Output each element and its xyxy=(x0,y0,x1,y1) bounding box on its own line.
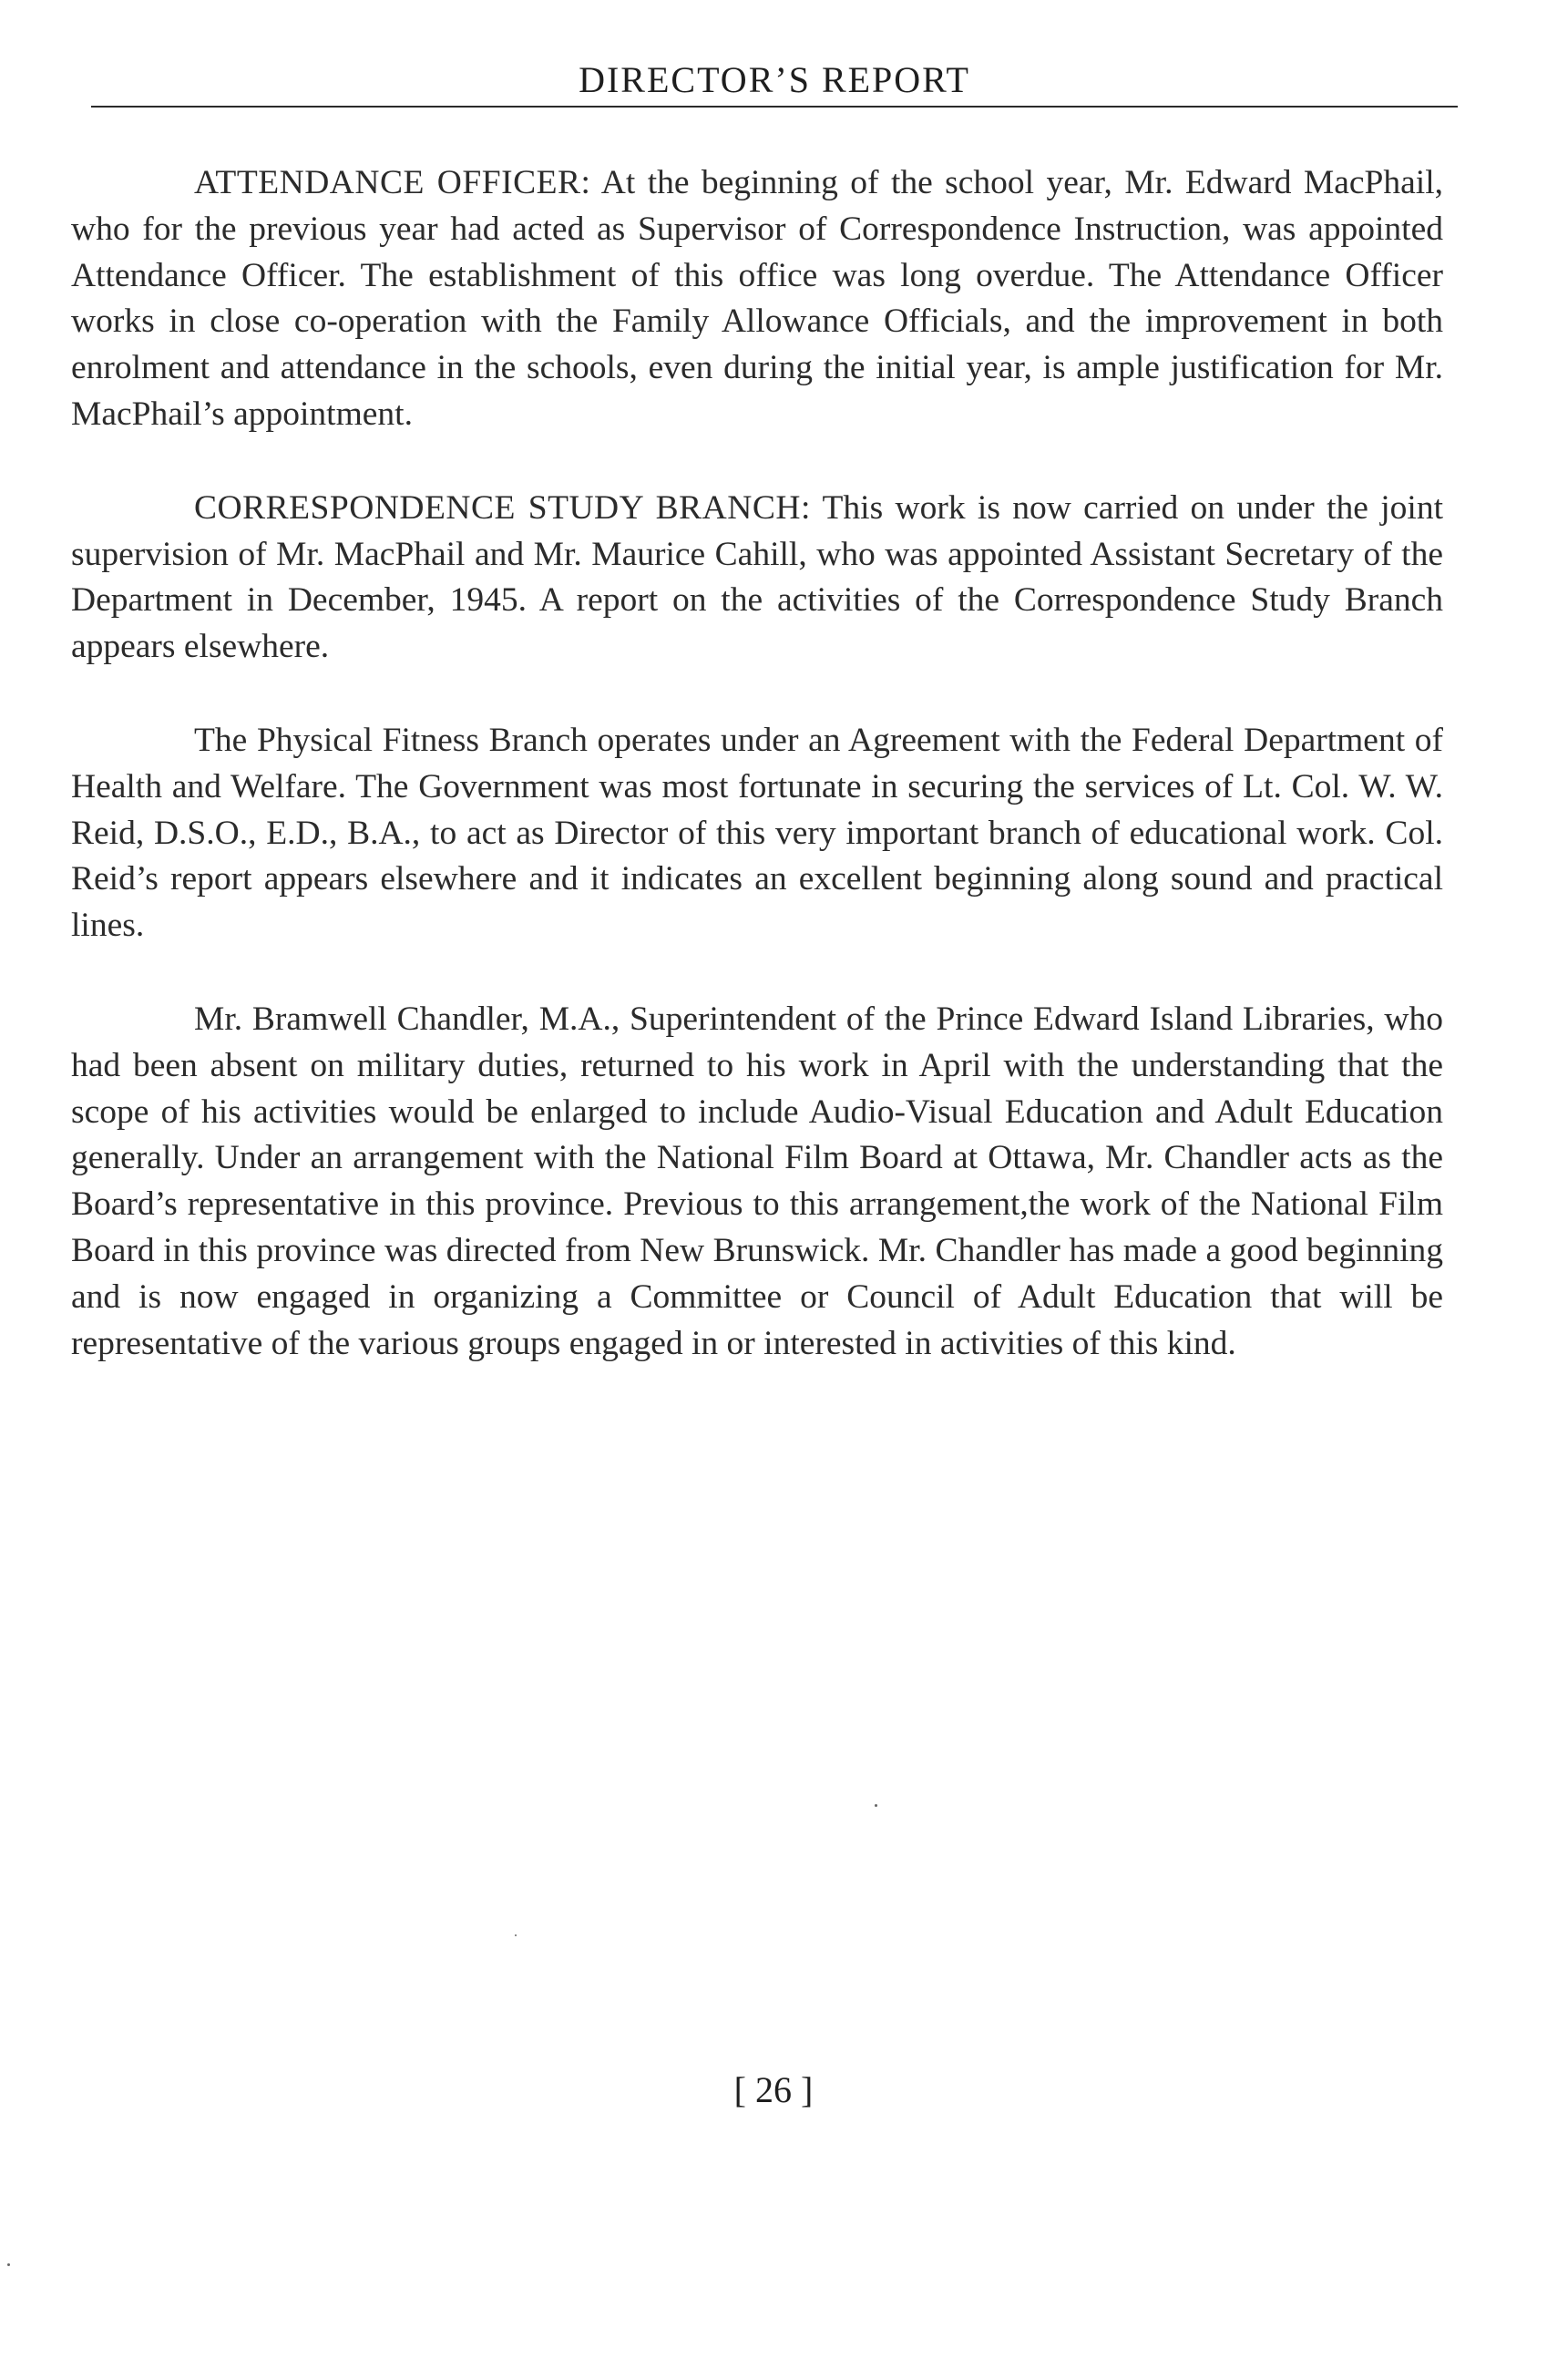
scan-speck xyxy=(7,2263,10,2266)
paragraph-libraries xyxy=(71,997,1443,1367)
running-header xyxy=(91,55,1458,111)
page-number: [ 26 ] xyxy=(733,2069,814,2110)
header-title: DIRECTOR’S REPORT xyxy=(579,59,970,100)
report-body xyxy=(71,160,1443,1414)
paragraph-correspondence-study xyxy=(71,486,1443,671)
paragraph-text: At the beginning of the school year, Mr. Edward MacPhail, who for the previous year had acted as Supervisor of Correspondence Instruction, was appointed Attendance Officer. The establishment of this office was long overdue. The Attendance Officer works in close co-operation with the Family Allowance Officials, and the improvement in both enrolment and attendance in the schools, even during the initial year, is ample justification for Mr. MacPhail’s appointment. xyxy=(71,164,1443,433)
paragraph-lead: ATTENDANCE OFFICER: xyxy=(194,164,591,201)
paragraph-physical-fitness xyxy=(71,718,1443,949)
paragraph-text: This work is now carried on under the joint supervision of Mr. MacPhail and Mr. Maurice Cahill, who was appointed Assistant Secretary of the Department in December, 1945. A report on the activities of the Correspondence Study Branch appears elsewhere. xyxy=(71,488,1443,666)
paragraph-lead: CORRESPONDENCE STUDY BRANCH: xyxy=(194,488,811,527)
paragraph-text: Mr. Bramwell Chandler, M.A., Superintendent of the Prince Edward Island Libraries, who had been absent on military duties, returned to his work in April with the understanding that the scope of his activities would be enlarged to include Audio-Visual Education and Adult Education generally. Under an arrangement with the National Film Board at Ottawa, Mr. Chandler acts as the Board’s representative in this province. Previous to this arrangement,the work of the National Film Board in this province was directed from New Brunswick. Mr. Chandler has made a good beginning and is now engaged in organizing a Committee or Council of Adult Education that will be representative of the various groups engaged in or interested in activities of this kind. xyxy=(71,1000,1443,1362)
scan-speck xyxy=(515,1934,517,1936)
paragraph-text: The Physical Fitness Branch operates under an Agreement with the Federal Department of Health and Welfare. The Government was most fortunate in securing the services of Lt. Col. W. W. Reid, D.S.O., E.D., B.A., to act as Director of this very important branch of educational work. Col. Reid’s report appears elsewhere and it indicates an excellent beginning along sound and practical lines. xyxy=(71,721,1443,945)
header-rule xyxy=(91,106,1458,108)
paragraph-attendance-officer xyxy=(71,160,1443,438)
scan-speck xyxy=(875,1804,877,1807)
